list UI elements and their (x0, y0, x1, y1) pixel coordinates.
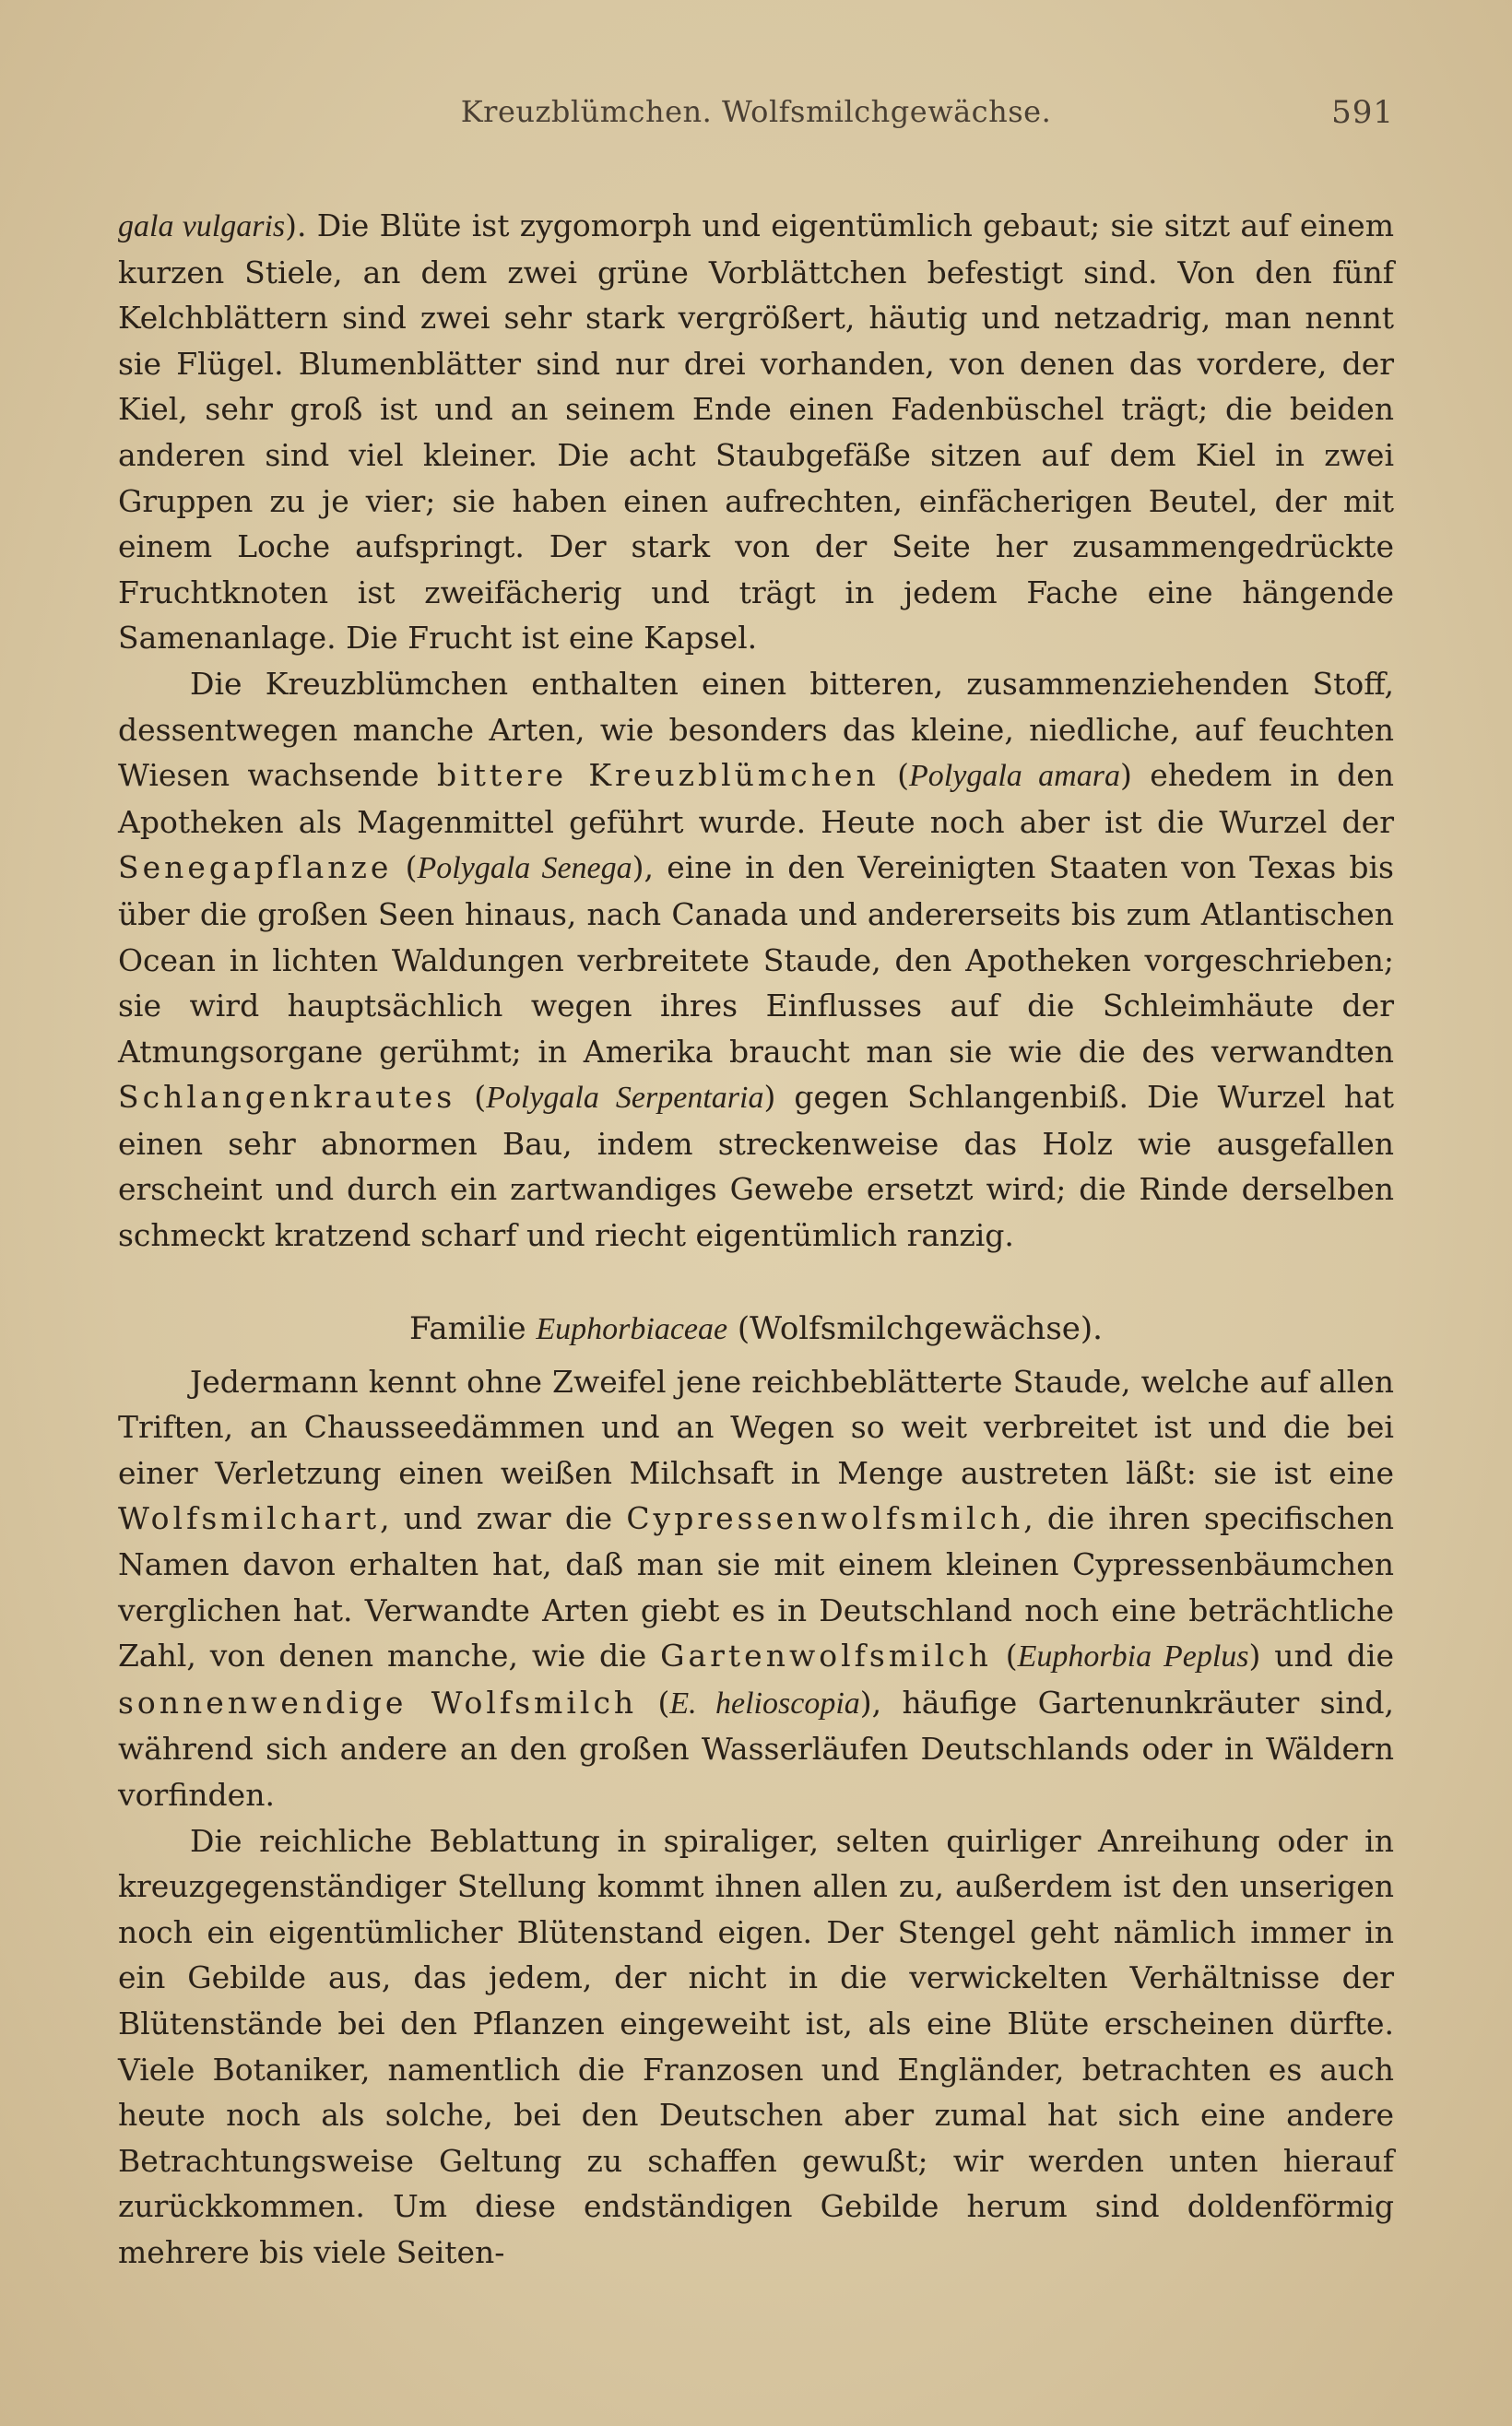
text-span: ( (879, 757, 910, 794)
text-span: , und zwar die (380, 1500, 627, 1537)
section-heading (118, 1307, 1394, 1352)
book-page (118, 85, 1394, 2276)
spaced-term: Wolfsmilchart (118, 1500, 381, 1537)
latin-name: Polygala Serpentaria (486, 1081, 764, 1116)
spaced-term: Schlangenkrautes (118, 1079, 456, 1116)
text-span: ), häufige Gartenunkräuter sind, während sich andere an den großen Wasserläufen Deutschlands oder in Wäldern vorfinden. (118, 1684, 1394, 1813)
spaced-term: sonnenwendige Wolfsmilch (118, 1684, 638, 1721)
text-span: ), eine in den Vereinigten Staaten von Texas bis über die großen Seen hinaus, nach Canada und andererseits bis zum Atlantischen Ocean in lichten Waldungen verbreitete Staude, den Apotheken vorgeschrieben; sie wird hauptsächlich wegen ihres Einflusses auf die Schleimhäute der Atmungsorgane gerühmt; in Amerika braucht man sie wie die des verwandten (118, 849, 1394, 1070)
heading-prefix: Familie (409, 1309, 537, 1347)
text-span: ) und die (1248, 1638, 1394, 1675)
paragraph-polygala-uses (118, 661, 1394, 1259)
text-span: , die ihren specifischen Namen davon erhalten hat, daß man sie mit einem kleinen Cypressenbäumchen verglichen hat. Verwandte Arten giebt es in Deutschland noch eine beträchtliche Zahl, von denen manche, wie die (118, 1500, 1394, 1675)
running-header (118, 85, 1394, 144)
spaced-term: Gartenwolfsmilch (660, 1638, 992, 1675)
text-span: ( (392, 849, 418, 886)
text-span: Jedermann kennt ohne Zweifel jene reichbeblätterte Staude, welche auf allen Triften, an Chausseedämmen und an Wegen so weit verbreitet ist und die bei einer Verletzung einen weißen Milchsaft in Menge austreten läßt: sie ist eine (118, 1363, 1394, 1491)
latin-name: Polygala amara (909, 759, 1120, 794)
spaced-term: Senegapflanze (118, 849, 393, 886)
spaced-term: bittere Kreuzblümchen (436, 757, 880, 794)
text-span: ( (991, 1638, 1018, 1675)
text-span: ). Die Blüte ist zygomorph und eigentümlich gebaut; sie sitzt auf einem kurzen Stiele, an dem zwei grüne Vorblättchen befestigt sind. Von den fünf Kelchblättern sind zwei sehr stark vergrößert, häutig und netzadrig, man nennt sie Flügel. Blumenblätter sind nur drei vorhanden, von denen das vordere, der Kiel, sehr groß ist und an seinem Ende einen Fadenbüschel trägt; die beiden anderen sind viel kleiner. Die acht Staubgefäße sitzen auf dem Kiel in zwei Gruppen zu je vier; sie haben einen aufrechten, einfächerigen Beutel, der mit einem Loche aufspringt. Der stark von der Seite her zusammengedrückte Fruchtknoten ist zweifächerig und trägt in jedem Fache eine hängende Samenanlage. Die Frucht ist eine Kapsel. (118, 207, 1394, 657)
heading-latin: Euphorbiaceae (536, 1311, 728, 1346)
page-number: 591 (1331, 94, 1394, 131)
latin-name: Polygala Senega (417, 851, 632, 886)
body-text (118, 203, 1394, 2276)
latin-name: E. helioscopia (669, 1686, 860, 1721)
text-span: ( (637, 1684, 670, 1721)
paragraph-euphorbia-inflorescence (118, 1818, 1394, 2276)
running-title: Kreuzblümchen. Wolfsmilchgewächse. (460, 94, 1052, 129)
heading-suffix: (Wolfsmilchgewächse). (727, 1309, 1103, 1347)
text-span: ( (455, 1079, 487, 1116)
latin-name: gala vulgaris (118, 209, 286, 243)
paragraph-euphorbia-intro (118, 1359, 1394, 1818)
text-span: ) gegen Schlangenbiß. Die Wurzel hat einen sehr abnormen Bau, indem streckenweise das Holz wie ausgefallen erscheint und durch ein zartwandiges Gewebe ersetzt wird; die Rinde derselben schmeckt kratzend scharf und riecht eigentümlich ranzig. (118, 1079, 1395, 1254)
text-span: Die Kreuzblümchen enthalten einen bitteren, zusammenziehenden Stoff, dessentwegen manche Arten, wie besonders das kleine, niedliche, auf feuchten Wiesen wachsende (118, 665, 1394, 794)
latin-name: Euphorbia Peplus (1017, 1639, 1249, 1675)
spaced-term: Cypressenwolfsmilch (626, 1500, 1024, 1537)
text-span: ) ehedem in den Apotheken als Magenmittel geführt wurde. Heute noch aber ist die Wurzel der (118, 757, 1394, 840)
paragraph-polygala-flower (118, 203, 1394, 661)
text-span: Die reichliche Beblattung in spiraliger, selten quirliger Anreihung oder in kreuzgegenständiger Stellung kommt ihnen allen zu, außerdem ist den unserigen noch ein eigentümlicher Blütenstand eigen. Der Stengel geht nämlich immer in ein Gebilde aus, das jedem, der nicht in die verwickelten Verhältnisse der Blütenstände bei den Pflanzen eingeweiht ist, als eine Blüte erscheinen dürfte. Viele Botaniker, namentlich die Franzosen und Engländer, betrachten es auch heute noch als solche, bei den Deutschen aber zumal hat sich eine andere Betrachtungsweise Geltung zu schaffen gewußt; wir werden unten hierauf zurückkommen. Um diese endständigen Gebilde herum sind doldenförmig mehrere bis viele Seiten- (118, 1822, 1394, 2270)
